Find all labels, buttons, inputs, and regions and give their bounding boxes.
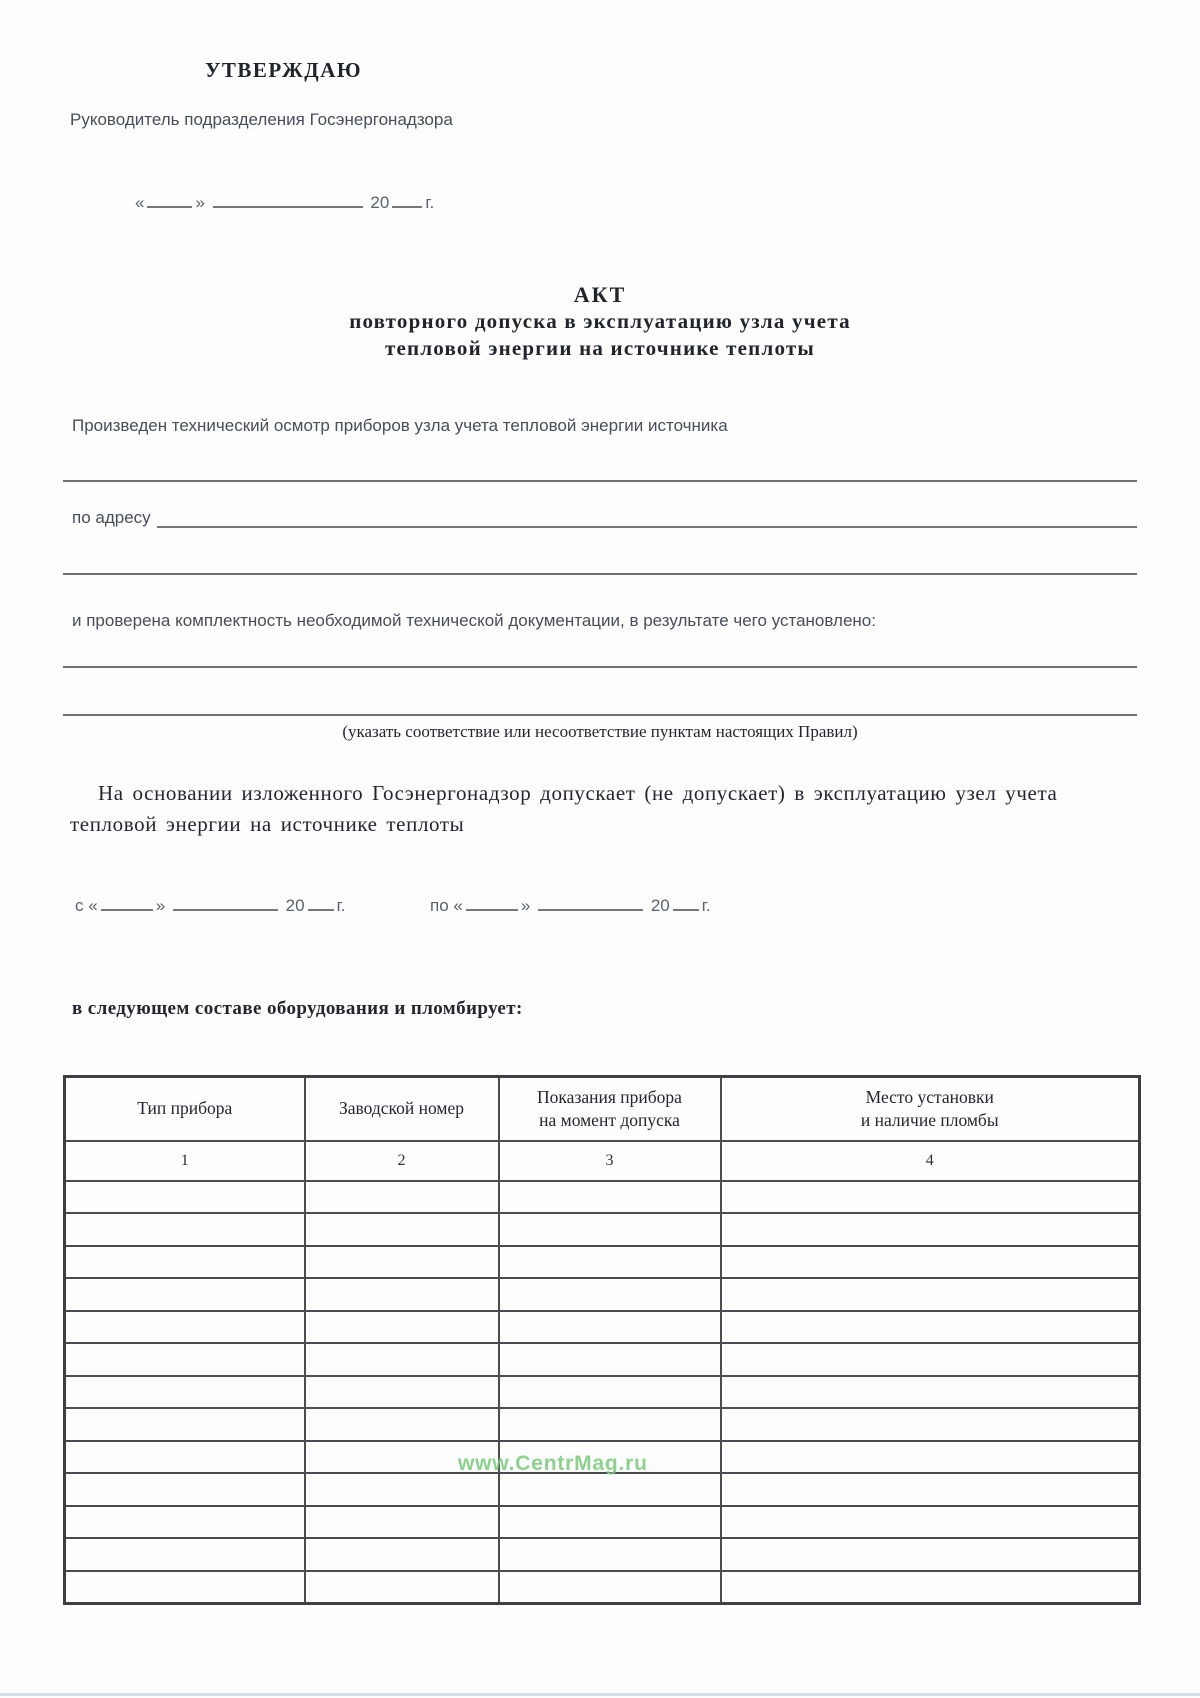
address-blank	[157, 508, 1137, 528]
empty-table-row	[65, 1408, 1140, 1441]
from-day-blank	[101, 898, 153, 911]
empty-cell	[305, 1343, 499, 1376]
empty-cell	[305, 1506, 499, 1539]
col-header-readings	[499, 1077, 721, 1141]
empty-cell	[305, 1408, 499, 1441]
period-to	[430, 896, 711, 916]
col-header-device-type	[65, 1077, 305, 1141]
year-suffix: г.	[336, 896, 346, 915]
empty-cell	[721, 1441, 1140, 1474]
empty-cell	[65, 1473, 305, 1506]
watermark: www.CentrMag.ru	[458, 1452, 648, 1475]
empty-cell	[65, 1246, 305, 1279]
empty-cell	[305, 1538, 499, 1571]
empty-cell	[305, 1278, 499, 1311]
quote-open: «	[453, 896, 463, 915]
title-line-2: повторного допуска в эксплуатацию узла учета	[349, 309, 851, 333]
col-header-serial-number	[305, 1077, 499, 1141]
empty-cell	[499, 1181, 721, 1214]
empty-cell	[65, 1538, 305, 1571]
to-day-blank	[466, 898, 518, 911]
empty-cell	[65, 1278, 305, 1311]
empty-cell	[499, 1213, 721, 1246]
title-line-3: тепловой энергии на источнике теплоты	[384, 335, 815, 360]
empty-table-row	[65, 1506, 1140, 1539]
empty-table-row	[65, 1311, 1140, 1344]
from-month-blank	[173, 898, 278, 911]
year-prefix: 20	[285, 896, 305, 915]
empty-cell	[499, 1311, 721, 1344]
scan-bottom-edge	[0, 1693, 1200, 1696]
column-number-row	[65, 1141, 1140, 1181]
empty-table-row	[65, 1278, 1140, 1311]
empty-cell	[65, 1376, 305, 1409]
approve-heading: УТВЕРЖДАЮ	[205, 58, 363, 82]
quote-close: »	[155, 896, 166, 915]
empty-table-row	[65, 1213, 1140, 1246]
year-prefix: 20	[650, 896, 670, 915]
empty-table-row	[65, 1246, 1140, 1279]
empty-table-row	[65, 1571, 1140, 1604]
documentation-paragraph: и проверена комплектность необходимой технической документации, в результате чего установлено:	[72, 611, 876, 630]
blank-line-2	[63, 573, 1137, 575]
date-year-blank	[392, 195, 422, 208]
date-month-blank	[213, 195, 363, 208]
header-text: Тип прибора	[137, 1098, 233, 1119]
empty-cell	[499, 1473, 721, 1506]
equipment-intro: в следующем составе оборудования и пломбирует:	[72, 998, 523, 1019]
empty-cell	[499, 1343, 721, 1376]
empty-cell	[65, 1441, 305, 1474]
address-row	[72, 508, 1137, 528]
empty-cell	[499, 1506, 721, 1539]
empty-cell	[65, 1408, 305, 1441]
empty-cell	[499, 1246, 721, 1279]
from-year-blank	[308, 898, 334, 911]
empty-cell	[305, 1181, 499, 1214]
empty-cell	[499, 1376, 721, 1409]
header-text: Место установки	[865, 1086, 994, 1107]
date-day-blank	[147, 195, 192, 208]
empty-table-row	[65, 1376, 1140, 1409]
year-suffix: г.	[425, 193, 435, 212]
empty-cell	[721, 1213, 1140, 1246]
empty-table-row	[65, 1343, 1140, 1376]
empty-cell	[721, 1538, 1140, 1571]
blank-line-1	[63, 480, 1137, 482]
empty-cell	[499, 1571, 721, 1604]
empty-cell	[721, 1181, 1140, 1214]
empty-table-row	[65, 1538, 1140, 1571]
empty-cell	[499, 1278, 721, 1311]
quote-open: «	[135, 193, 145, 212]
empty-cell	[65, 1311, 305, 1344]
empty-cell	[721, 1571, 1140, 1604]
decision-paragraph: На основании изложенного Госэнергонадзор допускает (не допускает) в эксплуатацию узел учета тепловой энергии на источнике теплоты	[70, 781, 1058, 836]
to-year-blank	[673, 898, 699, 911]
blank-line-3	[63, 666, 1137, 668]
header-text: и наличие пломбы	[860, 1109, 999, 1130]
blank-line-4	[63, 714, 1137, 716]
column-number: 4	[721, 1141, 1140, 1181]
quote-close: »	[520, 896, 531, 915]
empty-cell	[721, 1473, 1140, 1506]
approve-date-line	[135, 193, 434, 213]
empty-cell	[65, 1343, 305, 1376]
empty-cell	[499, 1538, 721, 1571]
equipment-table	[63, 1075, 1141, 1605]
column-number: 1	[65, 1141, 305, 1181]
to-label: по	[430, 896, 449, 915]
empty-cell	[305, 1311, 499, 1344]
quote-close: »	[195, 193, 205, 212]
empty-cell	[721, 1343, 1140, 1376]
empty-cell	[721, 1278, 1140, 1311]
year-prefix: 20	[370, 193, 390, 212]
empty-cell	[65, 1506, 305, 1539]
empty-cell	[65, 1571, 305, 1604]
col-header-install-location	[721, 1077, 1140, 1141]
empty-cell	[721, 1408, 1140, 1441]
header-text: Заводской номер	[338, 1098, 465, 1119]
column-number: 3	[499, 1141, 721, 1181]
approver-title: Руководитель подразделения Госэнергонадзора	[70, 110, 453, 129]
empty-cell	[721, 1376, 1140, 1409]
period-from	[75, 896, 345, 916]
empty-cell	[65, 1213, 305, 1246]
document-title	[63, 281, 1137, 361]
title-line-1: АКТ	[573, 282, 627, 307]
year-suffix: г.	[701, 896, 711, 915]
to-month-blank	[538, 898, 643, 911]
empty-cell	[721, 1246, 1140, 1279]
address-label: по адресу	[72, 508, 151, 527]
empty-cell	[721, 1311, 1140, 1344]
empty-table-row	[65, 1473, 1140, 1506]
from-label: с	[75, 896, 84, 915]
empty-cell	[305, 1473, 499, 1506]
empty-cell	[499, 1408, 721, 1441]
header-text: на момент допуска	[539, 1109, 680, 1130]
intro-paragraph: Произведен технический осмотр приборов узла учета тепловой энергии источника	[72, 416, 728, 435]
compliance-caption: (указать соответствие или несоответствие пунктам настоящих Правил)	[342, 722, 858, 741]
header-text: Показания прибора	[537, 1086, 682, 1107]
column-number: 2	[305, 1141, 499, 1181]
empty-cell	[721, 1506, 1140, 1539]
empty-cell	[305, 1213, 499, 1246]
empty-cell	[305, 1571, 499, 1604]
empty-cell	[305, 1376, 499, 1409]
empty-table-row	[65, 1181, 1140, 1214]
empty-cell	[305, 1246, 499, 1279]
quote-open: «	[88, 896, 98, 915]
empty-cell	[65, 1181, 305, 1214]
table-header-row	[65, 1077, 1140, 1141]
